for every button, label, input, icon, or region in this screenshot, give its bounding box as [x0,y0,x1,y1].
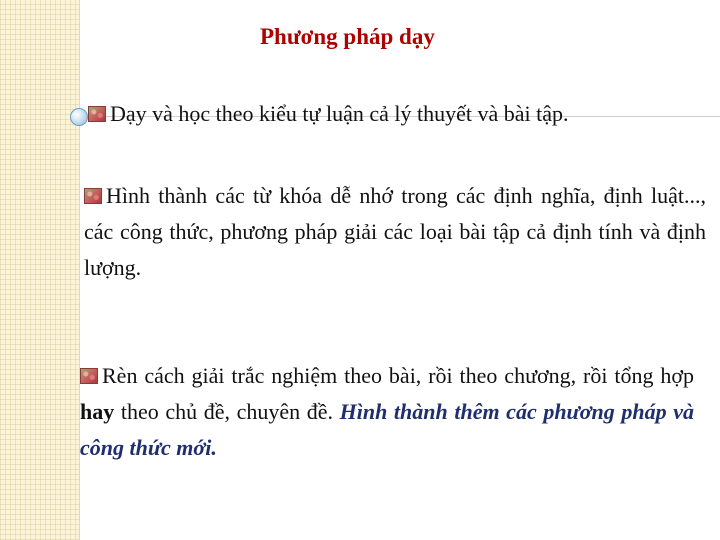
bullet-item-1-text: Dạy và học theo kiểu tự luận cả lý thuyết và bài tập. [110,101,569,126]
bullet-item-3-text-before: Rèn cách giải trắc nghiệm theo bài, rồi theo chương, rồi tổng hợp [102,363,694,388]
bullet-item-3-bold-word: hay [80,399,115,424]
bullet-item-3 [80,358,694,466]
flower-bullet-icon [84,188,102,204]
bullet-item-2-text: Hình thành các từ khóa dễ nhớ trong các định nghĩa, định luật..., các công thức, phương pháp giải các loại bài tập cả định tính và định lượng. [84,183,706,280]
bullet-item-1 [88,96,718,132]
slide-title: Phương pháp dạy [260,24,435,49]
decorative-side-strip [0,0,80,540]
bullet-item-3-text-middle: theo chủ đề, chuyên đề. [114,399,340,424]
bullet-item-3-emphasis: Hình thành thêm các phương pháp và công thức mới. [80,399,694,460]
bullet-item-2 [84,178,706,286]
circle-decoration-icon [70,108,88,126]
flower-bullet-icon [80,368,98,384]
flower-bullet-icon [88,106,106,122]
